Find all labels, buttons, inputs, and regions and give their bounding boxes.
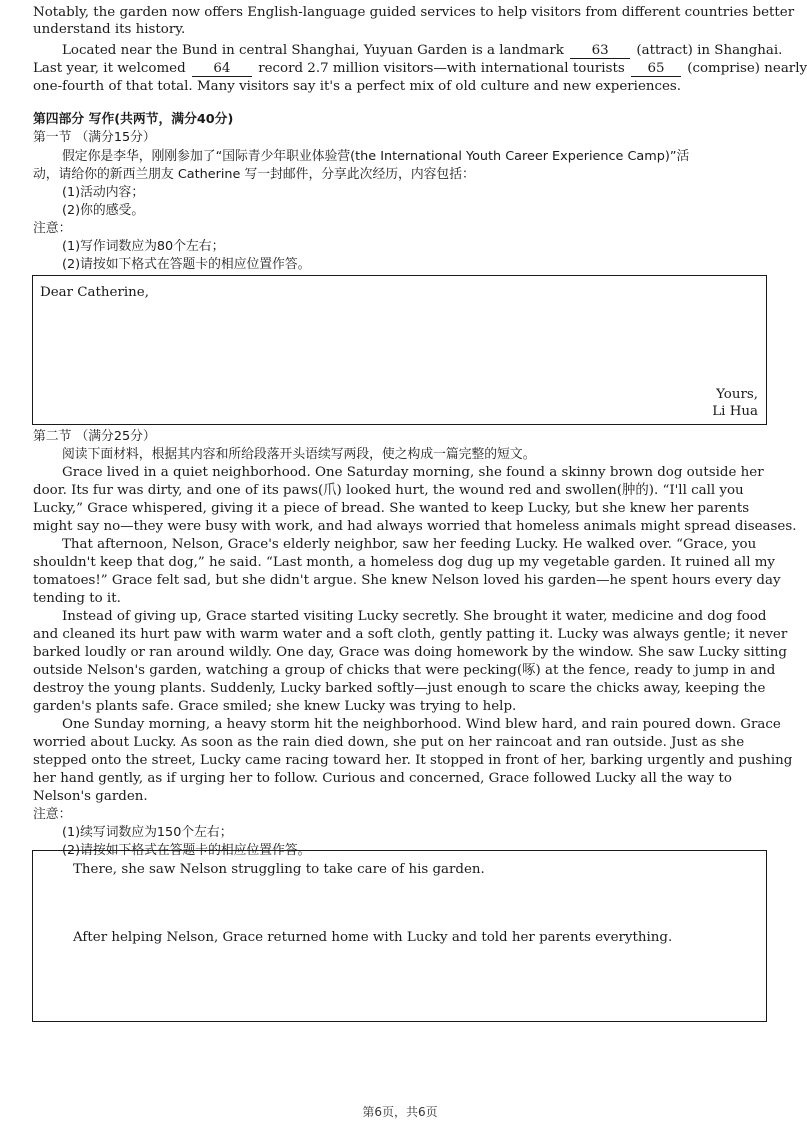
continuation-start-2: After helping Nelson, Grace returned home with Lucky and told her parents everything. — [73, 930, 673, 945]
story-line: garden's plants safe. Grace smiled; she knew Lucky was trying to help. — [33, 699, 517, 714]
continuation-start-1: There, she saw Nelson struggling to take care of his garden. — [73, 862, 485, 877]
reading-line-1: Notably, the garden now offers English-language guided services to help visitors from different countries better — [33, 5, 795, 20]
section1-item-2: (2)你的感受。 — [62, 203, 145, 218]
letter-answer-box[interactable] — [32, 275, 767, 425]
section1-prompt-line-1: 假定你是李华，刚刚参加了“国际青少年职业体验营(the International Youth Career Experience Camp)”活 — [62, 149, 690, 164]
letter-greeting: Dear Catherine, — [40, 285, 149, 300]
continuation-answer-box[interactable] — [32, 850, 767, 1022]
story-line: worried about Lucky. As soon as the rain died down, she put on her raincoat and ran outside. Just as she — [33, 735, 745, 750]
story-line: stepped onto the street, Lucky came racing toward her. It stopped in front of her, barking urgently and pushing — [33, 753, 793, 768]
story-line: Lucky,” Grace whispered, giving it a piece of bread. She wanted to keep Lucky, but she knew her parents — [33, 501, 750, 516]
reading-paragraph-2-line-3: one-fourth of that total. Many visitors say it's a perfect mix of old culture and new experiences. — [33, 79, 682, 94]
page-footer: 第6页，共6页 — [362, 1105, 438, 1119]
blank-64[interactable]: 64 — [192, 62, 252, 77]
story-line: One Sunday morning, a heavy storm hit the neighborhood. Wind blew hard, and rain poured down. Grace — [62, 717, 781, 732]
section1-note-2: (2)请按如下格式在答题卡的相应位置作答。 — [62, 257, 311, 272]
section2-heading: 第二节 （满分25分） — [33, 429, 156, 444]
section2-note-2: (2)请按如下格式在答题卡的相应位置作答。 — [62, 843, 311, 858]
section2-note-1: (1)续写词数应为150个左右； — [62, 825, 233, 840]
part4-heading: 第四部分 写作(共两节，满分40分) — [33, 112, 234, 127]
story-line: her hand gently, as if urging her to follow. Curious and concerned, Grace followed Lucky all the way to — [33, 771, 732, 786]
section1-note-label: 注意： — [33, 221, 72, 236]
section1-prompt-line-2: 动，请给你的新西兰朋友 Catherine 写一封邮件，分享此次经历，内容包括： — [33, 167, 475, 182]
story-line: door. Its fur was dirty, and one of its paws(爪) looked hurt, the wound red and swollen(肿的). “I'll call you — [33, 483, 744, 498]
section1-note-1: (1)写作词数应为80个左右； — [62, 239, 225, 254]
story-line: tending to it. — [33, 591, 121, 606]
story-line: Grace lived in a quiet neighborhood. One Saturday morning, she found a skinny brown dog outside her — [62, 465, 764, 480]
story-line: tomatoes!” Grace felt sad, but she didn't argue. She knew Nelson loved his garden—he spent hours every day — [33, 573, 781, 588]
letter-closing: Yours, — [716, 387, 758, 402]
story-line: Instead of giving up, Grace started visiting Lucky secretly. She brought it water, medicine and dog food — [62, 609, 767, 624]
story-line: outside Nelson's garden, watching a group of chicks that were pecking(啄) at the fence, ready to jump in and — [33, 663, 776, 678]
story-line: shouldn't keep that dog,” he said. “Last month, a homeless dog dug up my vegetable garden. It ruined all my — [33, 555, 775, 570]
blank-65[interactable]: 65 — [631, 62, 681, 77]
story-line: That afternoon, Nelson, Grace's elderly neighbor, saw her feeding Lucky. He walked over. “Grace, you — [62, 537, 757, 552]
story-line: destroy the young plants. Suddenly, Lucky barked softly—just enough to scare the chicks away, keeping the — [33, 681, 766, 696]
letter-signature: Li Hua — [712, 404, 758, 419]
blank-63[interactable]: 63 — [570, 44, 630, 59]
section2-note-label: 注意： — [33, 807, 72, 822]
story-line: Nelson's garden. — [33, 789, 148, 804]
section1-heading: 第一节 （满分15分） — [33, 130, 156, 145]
reading-paragraph-2-line-2: Last year, it welcomed 64 record 2.7 million visitors—with international tourists 65 (comprise) nearly — [33, 61, 807, 76]
story-line: might say no—they were busy with work, and had always worried that homeless animals might spread diseases. — [33, 519, 797, 534]
story-line: and cleaned its hurt paw with warm water and a soft cloth, gently patting it. Lucky was always gentle; it never — [33, 627, 788, 642]
reading-line-2: understand its history. — [33, 22, 186, 37]
story-line: barked loudly or ran around wildly. One day, Grace was doing homework by the window. She saw Lucky sitting — [33, 645, 787, 660]
section1-item-1: (1)活动内容； — [62, 185, 145, 200]
section2-prompt: 阅读下面材料，根据其内容和所给段落开头语续写两段，使之构成一篇完整的短文。 — [62, 447, 536, 462]
reading-paragraph-2-line-1: Located near the Bund in central Shanghai, Yuyuan Garden is a landmark 63 (attract) in Shanghai. — [62, 43, 783, 58]
